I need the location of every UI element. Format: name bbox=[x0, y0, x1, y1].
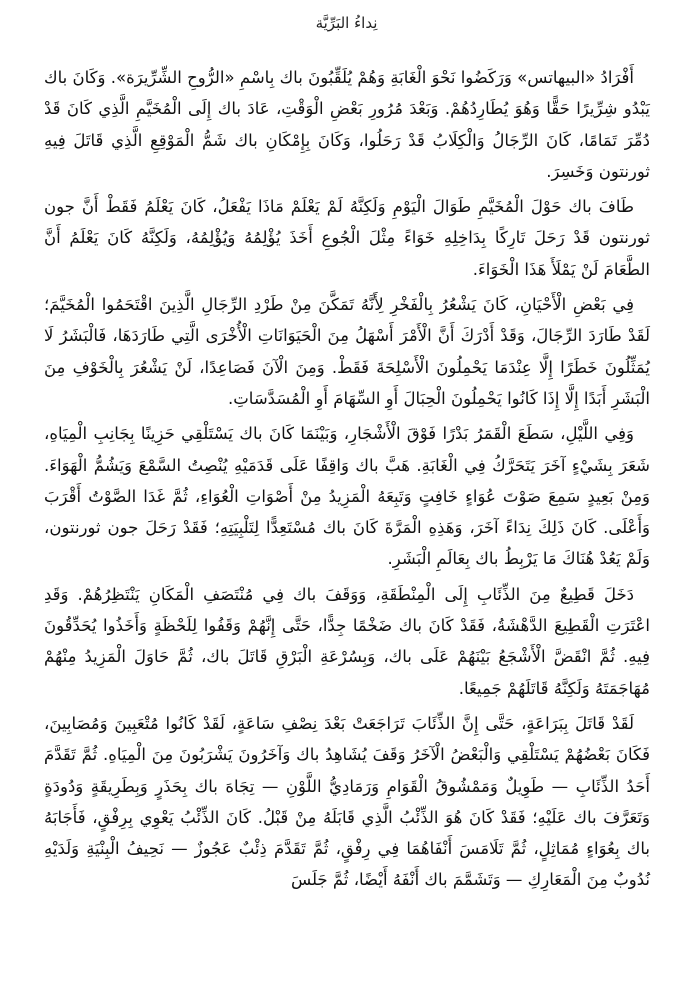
body-text bbox=[44, 62, 650, 900]
paragraph: أَفْرَادُ «البيهاتس» وَرَكَضُوا نَحْوَ الْغَابَةِ وَهُمْ يُلَقِّبُونَ باك بِاسْمِ «الرُّوحِ الشِّرِّيرَة». وَكَانَ باك يَبْدُو شِرِّيرًا حَقًّا وَهُوَ يُطَارِدُهُمْ. وَبَعْدَ مُرُورِ بَعْضِ الْوَقْتِ، عَادَ باك إِلَى الْمُخَيَّمِ الَّذِي كَانَ قَدْ دُمِّرَ تَمَامًا، كَانَ الرِّجَالُ وَالْكِلَابُ قَدْ رَحَلُوا، وَكَانَ بِإِمْكَانِ باك شَمُّ الْمَوْقِعِ الَّذِي قَاتَلَ فِيهِ ثورنتون وَخَسِرَ. bbox=[44, 68, 650, 181]
paragraph: لَقَدْ قَاتَلَ بِبَرَاعَةٍ، حَتَّى إِنَّ الذِّئَابَ تَرَاجَعَتْ بَعْدَ نِصْفِ سَاعَةٍ، لَقَدْ كَانُوا مُتْعَبِينَ وَمُصَابِينَ، فَكَانَ بَعْضُهُمْ يَسْتَلْقِي وَالْبَعْضُ الْآخَرُ وَقَفَ يُشَاهِدُ باك وَآخَرُونَ يَشْرَبُونَ مِنَ الْمِيَاهِ. ثُمَّ تَقَدَّمَ أَحَدُ الذِّئَابِ — طَوِيلٌ وَمَمْشُوقُ الْقَوَامِ وَرَمَادِيُّ اللَّوْنِ — تِجَاهَ باك بِحَذَرٍ وَبِطَرِيقَةٍ وَدُودَةٍ وَتَعَرَّفَ باك عَلَيْهِ؛ فَقَدْ كَانَ هُوَ الذِّئْبُ الَّذِي قَابَلَهُ مِنْ قَبْلُ. كَانَ الذِّئْبُ يَعْوِي بِرِفْقٍ، فَأَجَابَهُ باك بِعُوَاءٍ مُمَاثِلٍ، ثُمَّ تَلَامَسَ أَنْفَاهُمَا فِي رِفْقٍ، ثُمَّ تَقَدَّمَ ذِئْبٌ عَجُوزٌ — نَحِيفُ الْبِنْيَةِ وَلَدَيْهِ نُدُوبٌ مِنَ الْمَعَارِكِ — وَتَشَمَّمَ باك أَنْفَهُ أَيْضًا، ثُمَّ جَلَسَ bbox=[44, 713, 650, 890]
paragraph: وَفِي اللَّيْلِ، سَطَعَ الْقَمَرُ بَدْرًا فَوْقَ الْأَشْجَارِ، وَبَيْنَمَا كَانَ باك يَسْتَلْقِي حَزِينًا بِجَانِبِ الْمِيَاهِ، شَعَرَ بِشَيْءٍ آخَرَ يَتَحَرَّكُ فِي الْغَابَةِ. هَبَّ باك وَاقِفًا عَلَى قَدَمَيْهِ يُنْصِتُ السَّمْعَ وَيَشُمُّ الْهَوَاءَ. وَمِنْ بَعِيدٍ سَمِعَ صَوْتَ عُوَاءٍ خَافِتٍ وَتَبِعَهُ الْمَزِيدُ مِنْ أَصْوَاتِ الْعُوَاءِ، ثُمَّ غَدَا الصَّوْتُ أَقْرَبَ وَأَعْلَى. كَانَ ذَلِكَ نِدَاءً آخَرَ، وَهَذِهِ الْمَرَّةَ كَانَ باك مُسْتَعِدًّا لِتَلْبِيَتِهِ؛ فَقَدْ رَحَلَ جون ثورنتون، وَلَمْ يَعُدْ هُنَاكَ مَا يَرْبِطُ باك بِعَالَمِ الْبَشَرِ. bbox=[44, 424, 650, 569]
paragraph: طَافَ باك حَوْلَ الْمُخَيَّمِ طَوَالَ الْيَوْمِ وَلَكِنَّهُ لَمْ يَعْلَمْ مَاذَا يَفْعَلُ، كَانَ يَعْلَمُ فَقَطْ أَنَّ جون ثورنتون قَدْ رَحَلَ تَارِكًا بِدَاخِلِهِ خَوَاءً مِثْلَ الْجُوعِ أَخَذَ يُؤْلِمُهُ وَيُؤْلِمُهُ، وَلَكِنَّهُ كَانَ يَعْلَمُ أَنَّ الطَّعَامَ لَنْ يَمْلَأَ هَذَا الْخَوَاءَ. bbox=[44, 197, 650, 279]
paragraph: فِي بَعْضِ الْأَحْيَانِ، كَانَ يَشْعُرُ بِالْفَخْرِ لِأَنَّهُ تَمَكَّنَ مِنْ طَرْدِ الرِّجَالِ الَّذِينَ اقْتَحَمُوا الْمُخَيَّمَ؛ لَقَدْ طَارَدَ الرِّجَالَ، وَقَدْ أَدْرَكَ أَنَّ الْأَمْرَ أَسْهَلُ مِنَ الْحَيَوَانَاتِ الْأُخْرَى الَّتِي طَارَدَهَا، فَالْبَشَرُ لَا يُمَثِّلُونَ خَطَرًا إِلَّا عِنْدَمَا يَحْمِلُونَ الْأَسْلِحَةَ فَقَطْ. وَمِنَ الْآنَ فَصَاعِدًا، لَنْ يَشْعُرَ بِالْخَوْفِ مِنَ الْبَشَرِ أَبَدًا إِلَّا إِذَا كَانُوا يَحْمِلُونَ الْحِبَالَ أَوِ السِّهَامَ أَوِ الْمُسَدَّسَاتِ. bbox=[44, 295, 650, 408]
paragraph: دَخَلَ قَطِيعٌ مِنَ الذِّئَابِ إِلَى الْمِنْطَقَةِ، وَوَقَفَ باك فِي مُنْتَصَفِ الْمَكَانِ يَنْتَظِرُهُمْ. وَقَدِ اعْتَرَتِ الْقَطِيعَ الدَّهْشَةُ، فَقَدْ كَانَ باك ضَخْمًا جِدًّا، حَتَّى إِنَّهُمْ وَقَفُوا لِلَحْظَةٍ وَأَخَذُوا يُحَدِّقُونَ فِيهِ. ثُمَّ انْقَضَّ الْأَشْجَعُ بَيْنَهُمْ عَلَى باك، وَبِسُرْعَةِ الْبَرْقِ قَاتَلَ باك، ثُمَّ حَاوَلَ الْمَزِيدُ مِنْهُمْ مُهَاجَمَتَهُ وَلَكِنَّهُ قَاتَلَهُمْ جَمِيعًا. bbox=[44, 584, 650, 698]
running-header-title: نِداءُ البَرِّيَّة bbox=[315, 14, 378, 32]
